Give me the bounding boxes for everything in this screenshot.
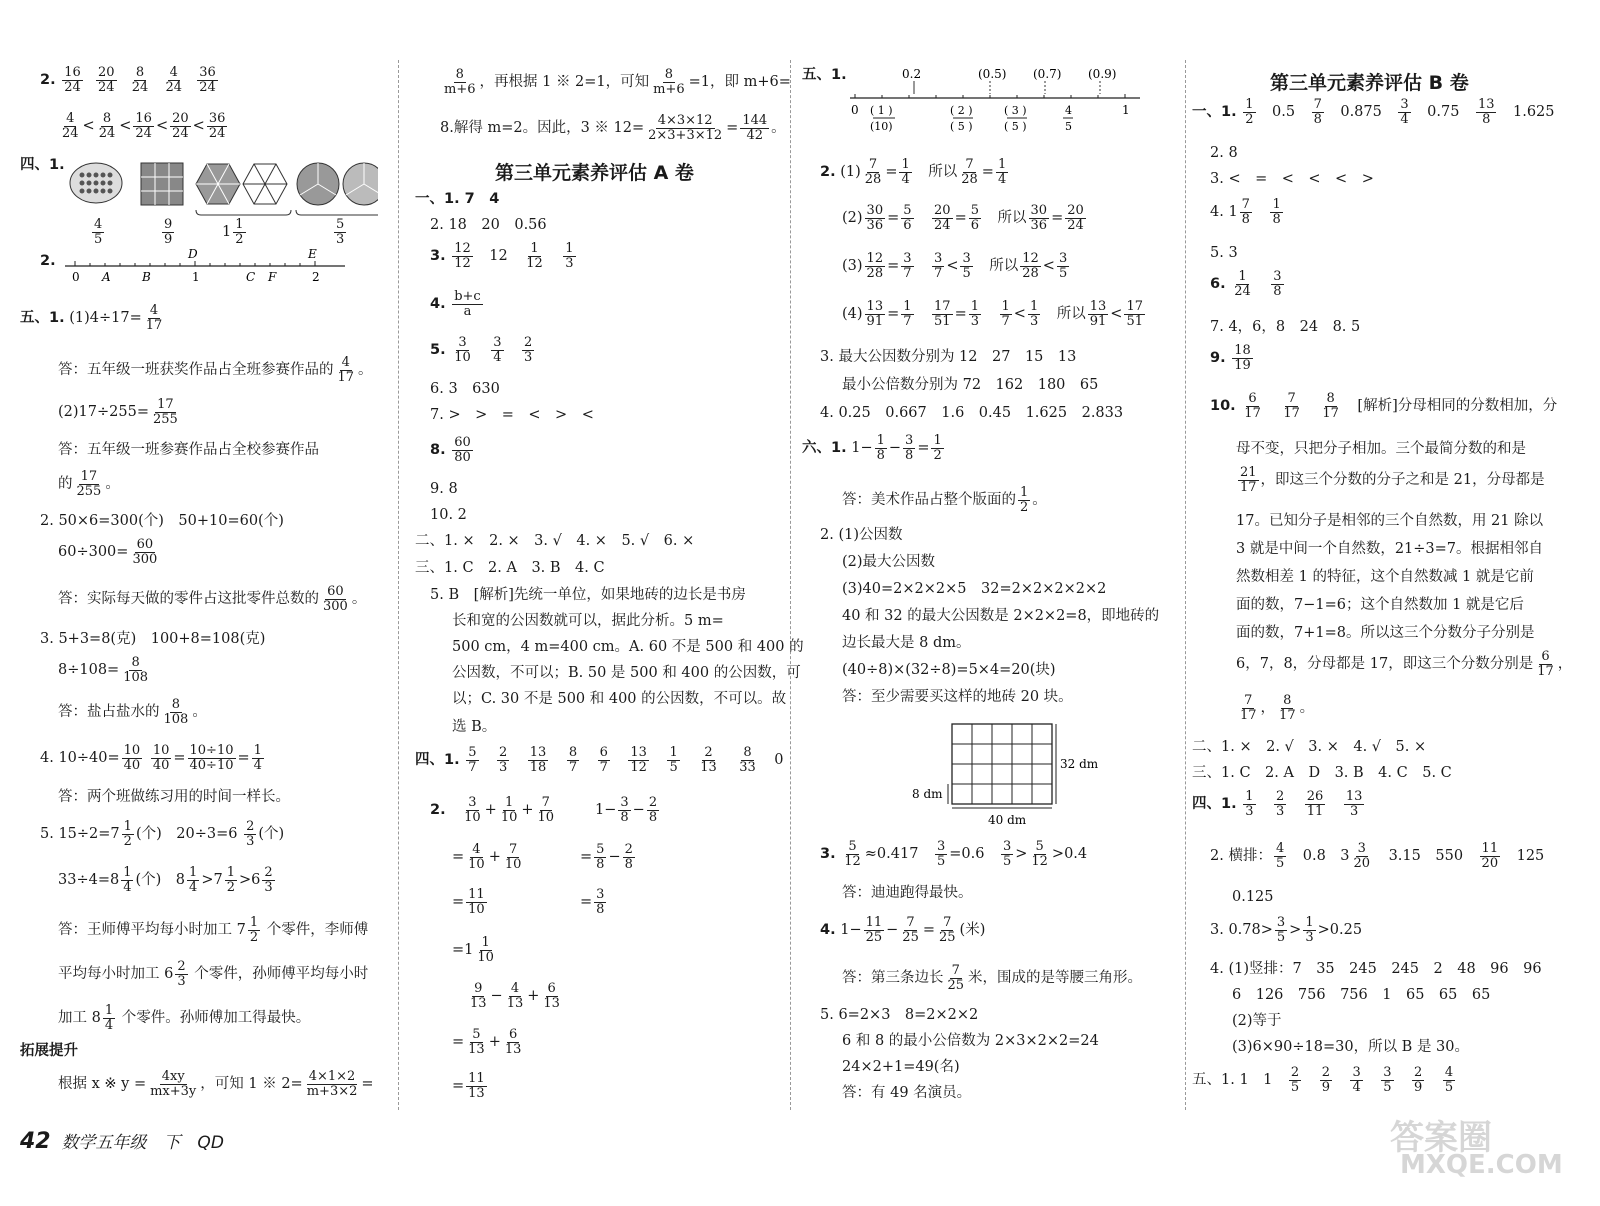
svg-text:32 dm: 32 dm <box>1060 757 1099 771</box>
svg-text:( 1 ): ( 1 ) <box>870 104 893 117</box>
watermark-url: MXQE.COM <box>1400 1150 1563 1180</box>
svg-text:C: C <box>246 270 256 284</box>
watermark-logo: 答案圈 <box>1390 1118 1492 1158</box>
tick-label: 0 <box>72 270 80 284</box>
book-title: 数学五年级 下 QD <box>61 1133 224 1153</box>
svg-text:40 dm: 40 dm <box>988 813 1027 827</box>
column-divider <box>790 60 791 1110</box>
svg-text:1: 1 <box>1122 103 1130 117</box>
page-number: 42 <box>20 1129 51 1154</box>
svg-text:5: 5 <box>1065 120 1072 133</box>
page-footer <box>20 1128 224 1154</box>
column-divider <box>398 60 399 1110</box>
svg-text:0: 0 <box>851 103 859 117</box>
decimal-number-line-figure <box>840 68 1160 148</box>
svg-text:D: D <box>188 247 198 261</box>
number-line-figure <box>60 244 350 284</box>
svg-text:2: 2 <box>312 270 320 284</box>
svg-text:(0.9): (0.9) <box>1088 68 1117 81</box>
svg-text:1: 1 <box>192 270 200 284</box>
column-divider <box>1185 60 1186 1110</box>
svg-text:E: E <box>308 247 317 261</box>
svg-text:8 dm: 8 dm <box>912 787 943 801</box>
svg-text:A: A <box>102 270 111 284</box>
svg-text:( 2 ): ( 2 ) <box>950 104 973 117</box>
svg-text:(10): (10) <box>870 120 893 133</box>
section-title: 第三单元素养评估 A 卷 <box>495 162 694 184</box>
svg-text:( 3 ): ( 3 ) <box>1004 104 1027 117</box>
svg-text:( 5 ): ( 5 ) <box>950 120 973 133</box>
svg-text:(0.7): (0.7) <box>1033 68 1062 81</box>
svg-text:(0.5): (0.5) <box>978 68 1007 81</box>
svg-text:4: 4 <box>1065 104 1072 117</box>
svg-text:0.2: 0.2 <box>902 68 922 81</box>
svg-text:( 5 ): ( 5 ) <box>1004 120 1027 133</box>
svg-text:B: B <box>142 270 151 284</box>
section-title: 第三单元素养评估 B 卷 <box>1270 72 1469 94</box>
tile-grid-figure <box>910 720 1140 830</box>
svg-text:F: F <box>268 270 277 284</box>
